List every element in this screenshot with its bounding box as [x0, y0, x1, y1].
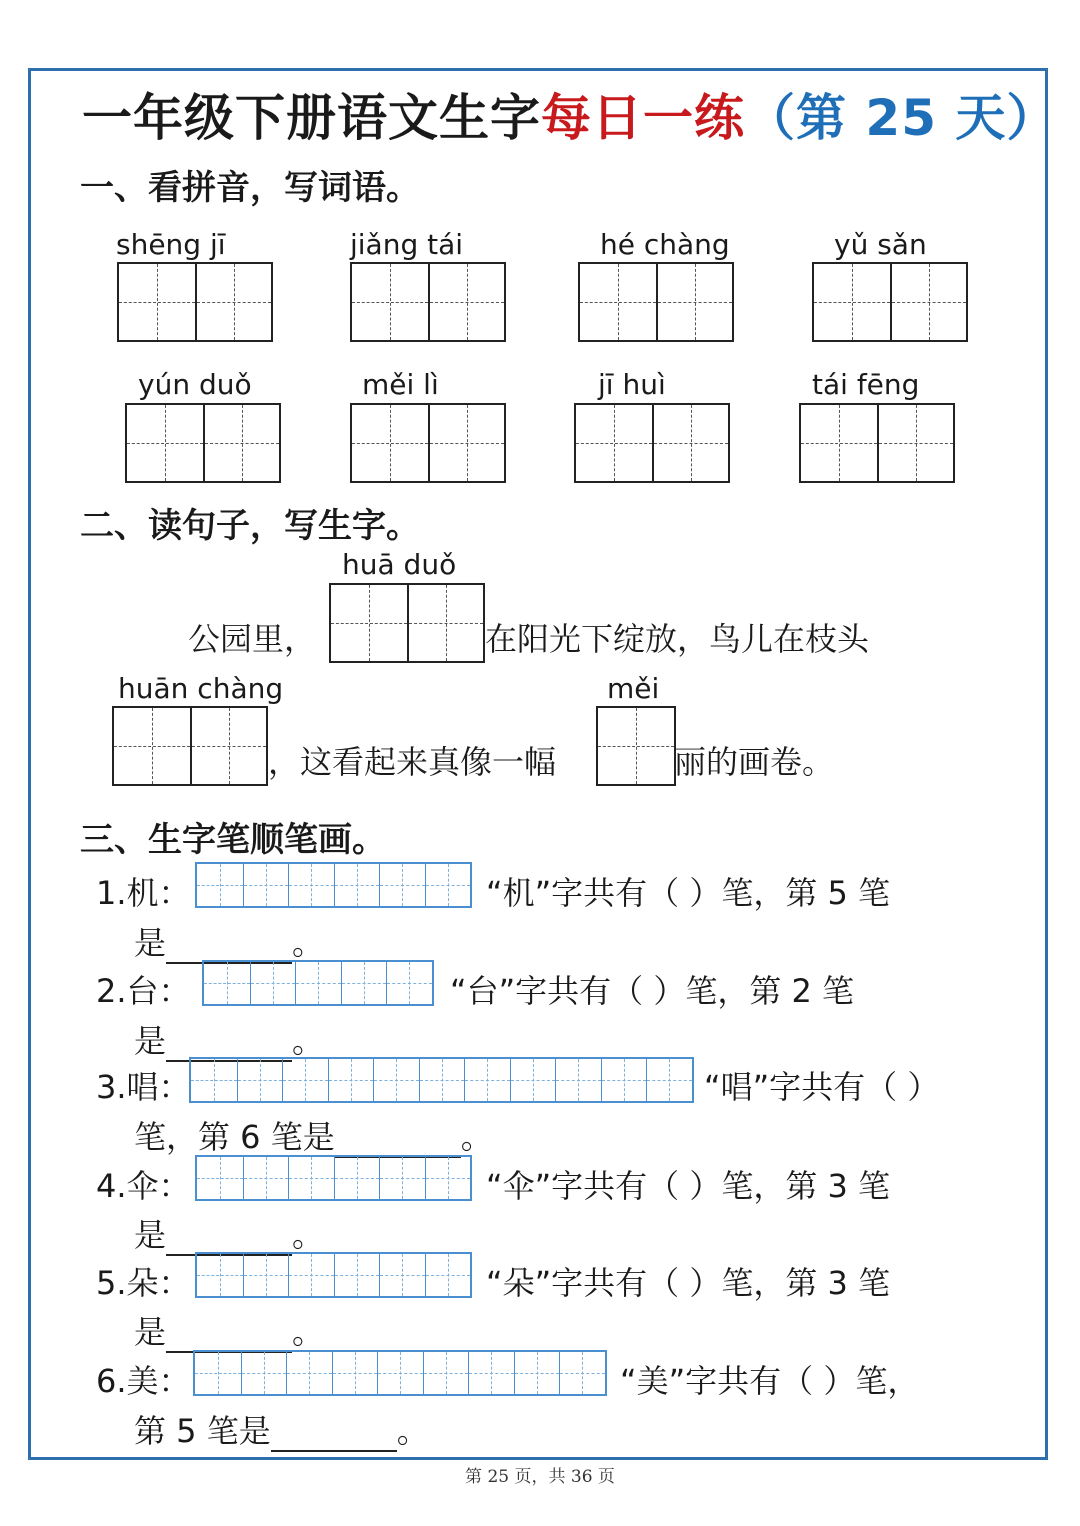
section-three-heading: 三、生字笔顺笔画。 [80, 820, 386, 860]
writing-grid[interactable] [112, 706, 268, 786]
stroke-order-grid[interactable] [189, 1057, 694, 1103]
writing-grid[interactable] [350, 262, 506, 342]
writing-grid[interactable] [125, 403, 281, 483]
page-footer: 第 25 页，共 36 页 [465, 1467, 615, 1487]
stroke-question: “机”字共有（ ）笔，第 5 笔 [486, 874, 891, 912]
stroke-order-grid[interactable] [195, 1252, 472, 1298]
stroke-item-label: 1.机： [96, 874, 191, 912]
answer-blank[interactable] [335, 1126, 461, 1158]
stroke-order-grid[interactable] [195, 862, 472, 908]
pinyin-label: tái fēng [812, 368, 920, 401]
pinyin-label: jī huì [598, 368, 666, 401]
pinyin-label: yǔ sǎn [834, 228, 927, 261]
stroke-answer-line: 笔，第 6 笔是 。 [134, 1118, 493, 1156]
stroke-item-label: 3.唱： [96, 1068, 191, 1106]
stroke-answer-line: 是 。 [134, 1313, 325, 1351]
writing-grid[interactable] [812, 262, 968, 342]
stroke-item-label: 5.朵： [96, 1264, 191, 1302]
stroke-question: “伞”字共有（ ）笔，第 3 笔 [486, 1167, 891, 1205]
stroke-question: “美”字共有（ ）笔， [620, 1362, 920, 1400]
pinyin-label: měi lì [362, 368, 439, 401]
pinyin-label: huā duǒ [342, 548, 457, 581]
worksheet-title: 一年级下册语文生字每日一练（第 25 天） [82, 89, 1058, 147]
answer-blank[interactable] [271, 1420, 397, 1452]
sentence-text: 公园里， [188, 620, 317, 658]
section-two-heading: 二、读句子，写生字。 [80, 506, 420, 546]
stroke-question: “台”字共有（ ）笔，第 2 笔 [450, 972, 855, 1010]
stroke-order-grid[interactable] [193, 1350, 607, 1396]
stroke-answer-line: 是 。 [134, 924, 325, 962]
pinyin-label: jiǎng tái [350, 228, 464, 261]
stroke-item-label: 2.台： [96, 972, 191, 1010]
sentence-text: 在阳光下绽放，鸟儿在枝头 [485, 620, 870, 658]
stroke-answer-line: 是 。 [134, 1216, 325, 1254]
writing-grid[interactable] [350, 403, 506, 483]
writing-grid[interactable] [596, 706, 676, 786]
section-one-heading: 一、看拼音，写词语。 [80, 168, 420, 208]
writing-grid[interactable] [117, 262, 273, 342]
pinyin-label: měi [607, 672, 660, 705]
stroke-answer-line: 第 5 笔是 。 [134, 1412, 429, 1450]
sentence-text: 丽的画卷。 [674, 743, 835, 781]
stroke-order-grid[interactable] [202, 960, 434, 1006]
writing-grid[interactable] [329, 583, 485, 663]
stroke-question: “朵”字共有（ ）笔，第 3 笔 [486, 1264, 891, 1302]
writing-grid[interactable] [574, 403, 730, 483]
stroke-question: “唱”字共有（ ） [704, 1068, 940, 1106]
pinyin-label: yún duǒ [138, 368, 252, 401]
stroke-item-label: 4.伞： [96, 1167, 191, 1205]
writing-grid[interactable] [799, 403, 955, 483]
answer-blank[interactable] [166, 1321, 292, 1353]
pinyin-label: huān chàng [118, 672, 284, 705]
sentence-text: ，这看起来真像一幅 [268, 743, 557, 781]
writing-grid[interactable] [578, 262, 734, 342]
stroke-order-grid[interactable] [195, 1155, 472, 1201]
stroke-answer-line: 是 。 [134, 1022, 325, 1060]
pinyin-label: shēng jī [116, 228, 226, 261]
pinyin-label: hé chàng [600, 228, 730, 261]
stroke-item-label: 6.美： [96, 1362, 191, 1400]
